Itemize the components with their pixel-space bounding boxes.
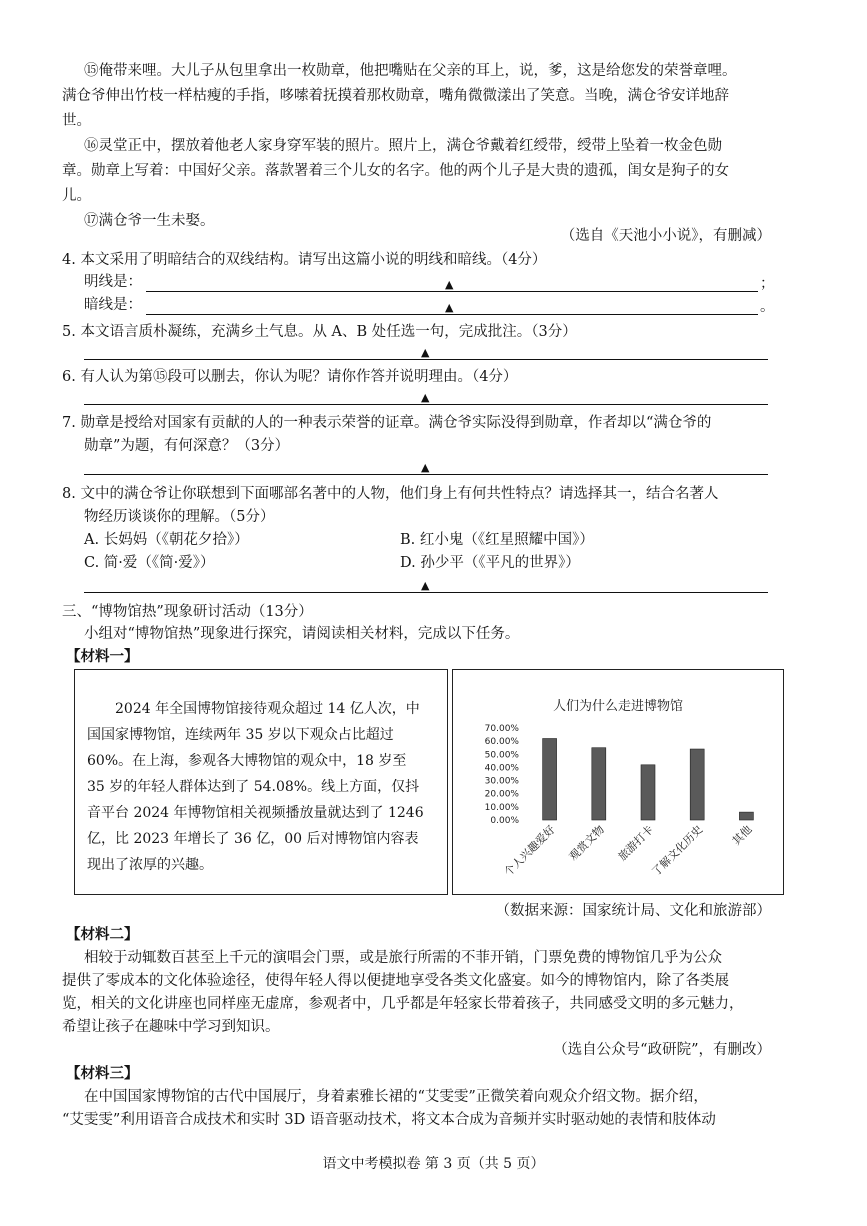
story-p15-line3: 世。 — [62, 113, 91, 129]
q4-end-semicolon: ； — [760, 276, 775, 292]
material1-label: 【材料一】 — [66, 648, 139, 665]
q4-end-period: 。 — [760, 299, 775, 315]
question-5: 5. 本文语言质朴凝练，充满乡土气息。从 A、B 处任选一句，完成批注。（3分） — [62, 324, 577, 340]
material2-line2: 提供了零成本的文化体验途径，使得年轻人得以便捷地享受各类文化盛宴。如今的博物馆内，除了各类展 — [62, 973, 729, 989]
y-tick-label: 50.00% — [484, 750, 519, 761]
chart-bar — [641, 765, 655, 820]
page-footer: 语文中考模拟卷 第 3 页（共 5 页） — [322, 1156, 545, 1172]
material1-chart-box — [452, 669, 784, 895]
material1-line: 国国家博物馆，连续两年 35 岁以下观众占比超过 — [87, 727, 394, 743]
answer-marker: ▲ — [445, 301, 454, 314]
material1-line: 35 岁的年轻人群体达到了 54.08%。线上方面，仅抖 — [87, 779, 420, 795]
answer-marker: ▲ — [421, 391, 430, 404]
chart-bar — [543, 739, 557, 820]
story-p15-line2: 满仓爷伸出竹枝一样枯瘦的手指，哆嗦着抚摸着那枚勋章，嘴角微微漾出了笑意。当晚，满仓爷安详地辞 — [62, 88, 729, 104]
answer-marker: ▲ — [421, 346, 430, 359]
material1-line: 音平台 2024 年博物馆相关视频播放量就达到了 1246 — [87, 805, 424, 821]
y-tick-label: 30.00% — [484, 776, 519, 787]
answer-marker: ▲ — [421, 579, 430, 592]
material1-line: 2024 年全国博物馆接待观众超过 14 亿人次，中 — [115, 701, 420, 717]
story-p16-line1: ⑯灵堂正中，摆放着他老人家身穿军装的照片。照片上，满仓爷戴着红绶带，绶带上坠着一枚金色勋 — [84, 138, 722, 154]
story-p16-line2: 章。勋章上写着：中国好父亲。落款署着三个儿女的名字。他的两个儿子是大贵的遗孤，闺女是狗子的女 — [62, 163, 729, 179]
material3-line2: “艾雯雯”利用语音合成技术和实时 3D 语音驱动技术，将文本合成为音频并实时驱动她的表情和肢体动 — [62, 1112, 716, 1128]
answer-marker: ▲ — [421, 461, 430, 474]
story-source: （选自《天池小小说》，有删减） — [560, 228, 771, 244]
q4-ming-answer-line[interactable] — [146, 291, 758, 292]
story-p17: ⑰满仓爷一生未娶。 — [84, 213, 215, 229]
material1-line: 60%。在上海，参观各大博物馆的观众中，18 岁至 — [87, 753, 407, 769]
story-p15-line1: ⑮俺带来哩。大儿子从包里拿出一枚勋章，他把嘴贴在父亲的耳上，说，爹，这是给您发的荣誉章哩。 — [84, 63, 737, 79]
q8-option-b: B. 红小鬼（《红星照耀中国》） — [400, 532, 594, 548]
q4-an-label: 暗线是： — [84, 297, 142, 313]
question-8-line2: 物经历谈谈你的理解。（5分） — [84, 509, 275, 525]
y-tick-label: 40.00% — [484, 763, 519, 774]
chart-bar — [690, 749, 704, 820]
x-category-label: 其他 — [729, 822, 755, 848]
q4-ming-label: 明线是： — [84, 274, 142, 290]
data-source: （数据来源：国家统计局、文化和旅游部） — [495, 903, 771, 919]
chart-bar — [592, 748, 606, 820]
q4-an-answer-line[interactable] — [146, 314, 758, 315]
material1-text — [87, 696, 442, 878]
question-7-line2: 勋章”为题，有何深意？（3分） — [84, 438, 290, 454]
q8-answer-line[interactable] — [84, 592, 768, 593]
question-7-line1: 7. 勋章是授给对国家有贡献的人的一种表示荣誉的证章。满仓爷实际没得到勋章，作者却以“满仓爷的 — [62, 415, 712, 431]
material2-line1: 相较于动辄数百甚至上千元的演唱会门票，或是旅行所需的不菲开销，门票免费的博物馆几乎为公众 — [84, 950, 722, 966]
q8-option-a: A. 长妈妈（《朝花夕拾》） — [84, 532, 249, 548]
section3-intro: 小组对“博物馆热”现象进行探究，请阅读相关材料，完成以下任务。 — [84, 626, 520, 642]
material2-line4: 希望让孩子在趣味中学习到知识。 — [62, 1019, 280, 1035]
y-tick-label: 70.00% — [484, 724, 519, 734]
material1-text-box — [74, 669, 448, 895]
material2-line3: 览，相关的文化讲座也同样座无虚席，参观者中，几乎都是年轻家长带着孩子，共同感受文明的多元魅力， — [62, 996, 744, 1012]
question-8-line1: 8. 文中的满仓爷让你联想到下面哪部名著中的人物，他们身上有何共性特点？请选择其一，结合名著人 — [62, 486, 719, 502]
chart-bar — [739, 812, 753, 820]
q5-answer-line[interactable] — [84, 359, 768, 360]
x-category-label: 旅游打卡 — [615, 822, 657, 864]
q6-answer-line[interactable] — [84, 404, 768, 405]
material3-label: 【材料三】 — [66, 1065, 139, 1082]
y-tick-label: 20.00% — [484, 789, 519, 800]
material2-label: 【材料二】 — [66, 926, 139, 943]
answer-marker: ▲ — [445, 278, 454, 291]
question-6: 6. 有人认为第⑮段可以删去，你认为呢？请你作答并说明理由。（4分） — [62, 369, 518, 385]
material1-line: 亿，比 2023 年增长了 36 亿，00 后对博物馆内容表 — [87, 831, 419, 847]
q8-option-d: D. 孙少平（《平凡的世界》） — [400, 555, 580, 571]
chart-title: 人们为什么走进博物馆 — [552, 699, 684, 714]
reasons-bar-chart — [453, 670, 783, 894]
x-category-label: 了解文化历史 — [649, 822, 706, 879]
section3-title: 三、“博物馆热”现象研讨活动（13分） — [62, 604, 313, 620]
story-p16-line3: 儿。 — [62, 188, 91, 204]
material3-line1: 在中国国家博物馆的古代中国展厅，身着素雅长裙的“艾雯雯”正微笑着向观众介绍文物。据介绍， — [84, 1089, 708, 1105]
material1-line: 现出了浓厚的兴趣。 — [87, 857, 213, 873]
q7-answer-line[interactable] — [84, 474, 768, 475]
y-tick-label: 0.00% — [490, 816, 519, 826]
y-tick-label: 60.00% — [484, 737, 519, 748]
material2-source: （选自公众号“政研院”，有删改） — [553, 1042, 771, 1058]
x-category-label: 个人兴趣爱好 — [501, 822, 558, 879]
question-4: 4. 本文采用了明暗结合的双线结构。请写出这篇小说的明线和暗线。（4分） — [62, 252, 547, 268]
y-tick-label: 10.00% — [484, 802, 519, 813]
x-category-label: 观赏文物 — [566, 822, 607, 864]
q8-option-c: C. 简·爱（《简·爱》） — [84, 555, 215, 571]
